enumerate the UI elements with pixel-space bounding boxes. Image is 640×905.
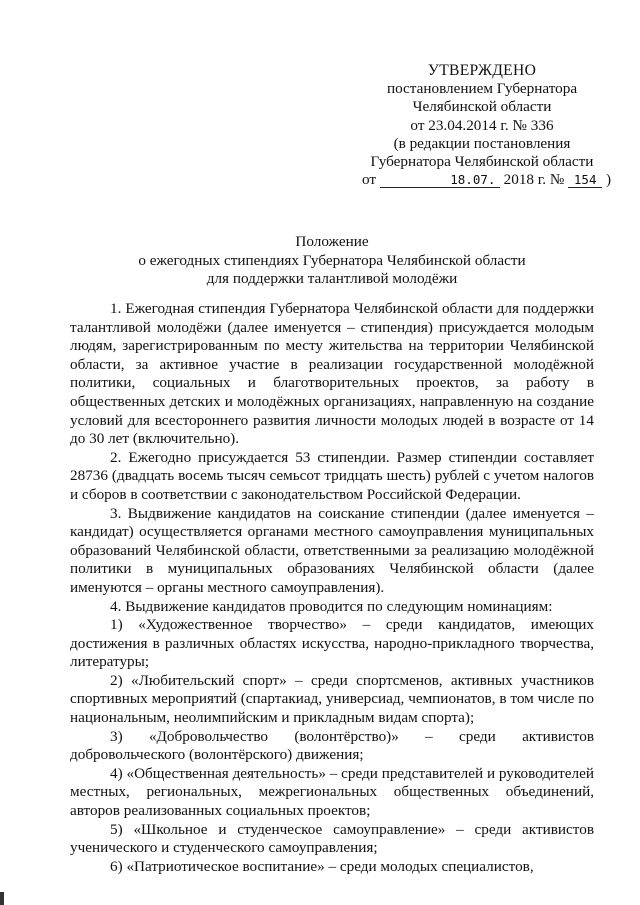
nomination-4: 4) «Общественная деятельность» – среди представителей и руководителей местных, региональных, межрегиональных общественных объединений, авторов реализованных социальных проектов;	[70, 764, 594, 820]
approval-line-1: постановлением Губернатора	[386, 80, 578, 98]
approval-stamp	[362, 62, 612, 189]
scan-edge-mark	[0, 892, 4, 905]
approval-heading: УТВЕРЖДЕНО	[427, 62, 537, 79]
paragraph-3: 3. Выдвижение кандидатов на соискание стипендии (далее именуется – кандидат) осуществляется органами местного самоуправления муниципальных образований Челябинской области, ответственными за реализацию молодёжной политики в муниципальных образованиях Челябинской области (далее именуются – органы местного самоуправления).	[70, 504, 594, 596]
nomination-5: 5) «Школьное и студенческое самоуправление» – среди активистов ученического и студенческого самоуправления;	[70, 820, 594, 857]
nomination-3: 3) «Добровольчество (волонтёрство)» – среди активистов добровольческого (волонтёрского) движения;	[70, 727, 594, 764]
approval-line-3: от 23.04.2014 г. № 336	[410, 116, 554, 134]
revision-number: 154	[568, 173, 602, 188]
document-body	[70, 300, 594, 876]
document-title	[100, 233, 564, 289]
title-line-1: Положение	[295, 233, 369, 250]
nomination-2: 2) «Любительский спорт» – среди спортсменов, активных участников спортивных мероприятий (спартакиад, универсиад, чемпионатов, в том числе по национальным, неолимпийским и прикладным видам спорта);	[70, 671, 594, 727]
nomination-6: 6) «Патриотическое воспитание» – среди молодых специалистов,	[110, 857, 534, 875]
nomination-1: 1) «Художественное творчество» – среди кандидатов, имеющих достижения в различных областях искусства, народно-прикладного творчества, литературы;	[70, 616, 594, 671]
paragraph-4: 4. Выдвижение кандидатов проводится по следующим номинациям:	[110, 597, 553, 615]
paragraph-2: 2. Ежегодно присуждается 53 стипендии. Размер стипендии составляет 28736 (двадцать восемь тысяч семьсот тридцать шесть) рублей с учетом налогов и сборов в соответствии с законодательством Российской Федерации.	[70, 448, 594, 503]
approval-line-5: Губернатора Челябинской области	[370, 153, 594, 171]
revision-year: 2018 г. №	[503, 171, 565, 189]
revision-date: 18.07.	[446, 173, 500, 188]
revision-date-blank	[380, 173, 446, 188]
revision-from: от	[362, 171, 377, 189]
approval-line-2: Челябинской области	[412, 98, 552, 116]
title-line-2: о ежегодных стипендиях Губернатора Челябинской области	[138, 251, 526, 269]
approval-line-4: (в редакции постановления	[393, 134, 571, 152]
title-line-3: для поддержки талантливой молодёжи	[206, 270, 458, 288]
revision-close: )	[606, 171, 612, 189]
paragraph-1: 1. Ежегодная стипендия Губернатора Челябинской области для поддержки талантливой молодёжи (далее именуется – стипендия) присуждается молодым людям, зарегистрированным по месту жительства на территории Челябинской области, за активное участие в реализации государственной молодёжной политики, социальных и благотворительных проектов, за работу в общественных детских и молодёжных организациях, направленную на создание условий для всестороннего развития личности молодых людей в возрасте от 14 до 30 лет (включительно).	[70, 300, 594, 448]
revision-line	[362, 171, 612, 189]
